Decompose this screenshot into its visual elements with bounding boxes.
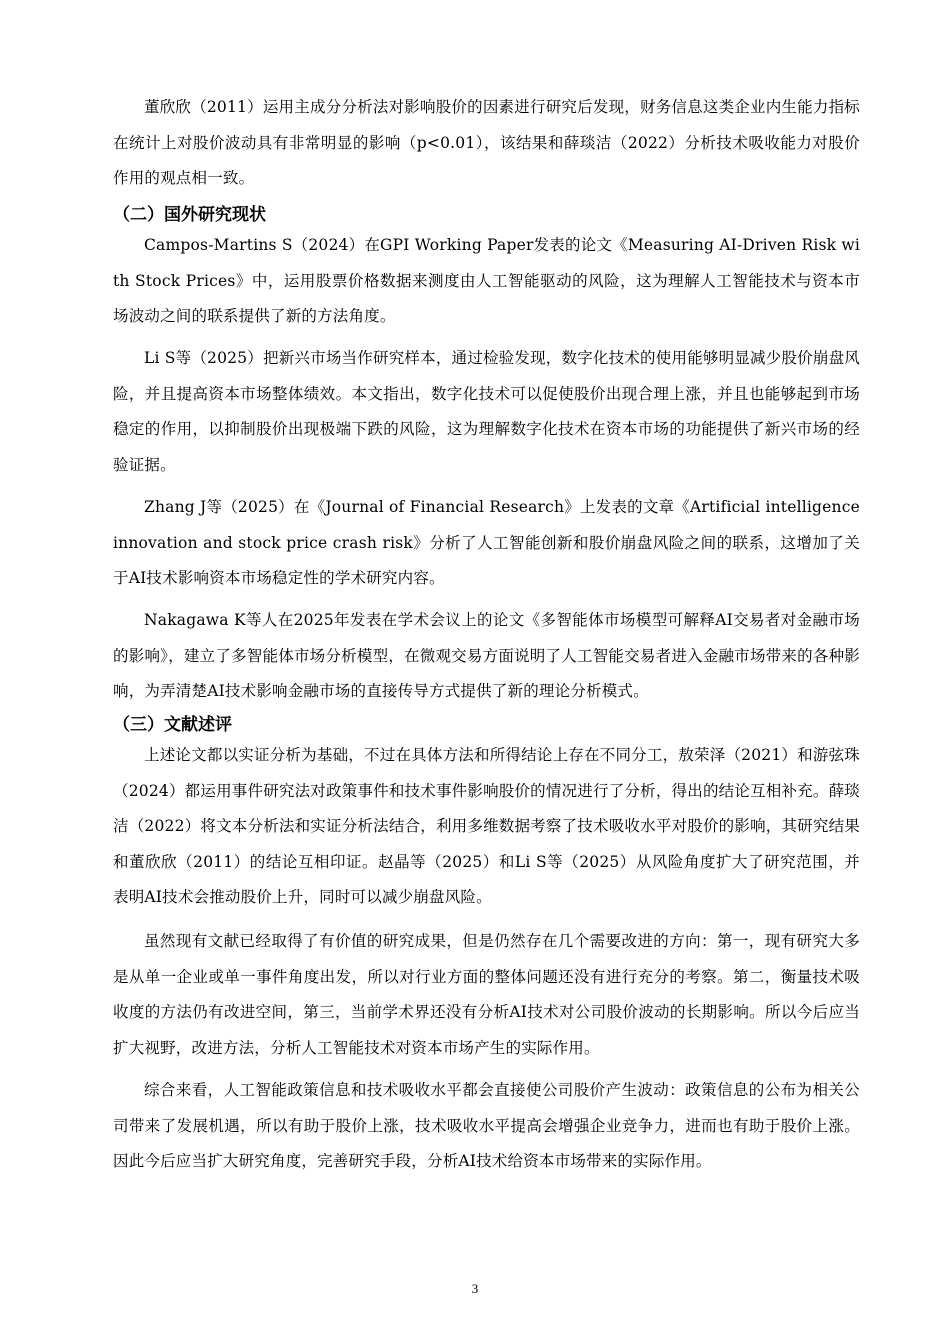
paragraph-review-summary: 上述论文都以实证分析为基础，不过在具体方法和所得结论上存在不同分工，敖荣泽（2021）和游弦珠（2024）都运用事件研究法对政策事件和技术事件影响股价的情况进行了分析，得出的结论互相补充。薛琰洁（2022）将文本分析法和实证分析法结合，利用多维数据考察了技术吸收水平对股价的影响，其研究结果和董欣欣（2011）的结论互相印证。赵晶等（2025）和Li S等（2025）从风险角度扩大了研究范围，并表明AI技术会推动股价上升，同时可以减少崩盘风险。 bbox=[113, 746, 860, 907]
paragraph-dong-xinxin: 董欣欣（2011）运用主成分分析法对影响股价的因素进行研究后发现，财务信息这类企业内生能力指标在统计上对股价波动具有非常明显的影响（p<0.01），该结果和薛琰洁（2022）分析技术吸收能力对股价作用的观点相一致。 bbox=[113, 98, 860, 188]
section-heading-literature-review: （三）文献述评 bbox=[113, 715, 232, 735]
paragraph-improvement-directions: 虽然现有文献已经取得了有价值的研究成果，但是仍然存在几个需要改进的方向：第一，现有研究大多是从单一企业或单一事件角度出发，所以对行业方面的整体问题还没有进行充分的考察。第二，衡量技术吸收度的方法仍有改进空间，第三，当前学术界还没有分析AI技术对公司股价波动的长期影响。所以今后应当扩大视野，改进方法，分析人工智能技术对资本市场产生的实际作用。 bbox=[113, 932, 860, 1057]
paragraph-li-s: Li S等（2025）把新兴市场当作研究样本，通过检验发现，数字化技术的使用能够明显减少股价崩盘风险，并且提高资本市场整体绩效。本文指出，数字化技术可以促使股价出现合理上涨，并且也能够起到市场稳定的作用，以抑制股价出现极端下跌的风险，这为理解数字化技术在资本市场的功能提供了新兴市场的经验证据。 bbox=[113, 349, 860, 474]
page-number: 3 bbox=[471, 1281, 479, 1296]
paragraph-zhang-j: Zhang J等（2025）在《Journal of Financial Research》上发表的文章《Artificial intelligence innovation and stock price crash risk》分析了人工智能创新和股价崩盘风险之间的联系，这增加了关于AI技术影响资本市场稳定性的学术研究内容。 bbox=[113, 498, 860, 588]
paragraph-campos-martins: Campos-Martins S（2024）在GPI Working Paper发表的论文《Measuring AI-Driven Risk with Stock Prices》中，运用股票价格数据来测度由人工智能驱动的风险，这为理解人工智能技术与资本市场波动之间的联系提供了新的方法角度。 bbox=[113, 236, 860, 326]
paragraph-nakagawa-k: Nakagawa K等人在2025年发表在学术会议上的论文《多智能体市场模型可解释AI交易者对金融市场的影响》，建立了多智能体市场分析模型，在微观交易方面说明了人工智能交易者进入金融市场带来的各种影响，为弄清楚AI技术影响金融市场的直接传导方式提供了新的理论分析模式。 bbox=[113, 611, 860, 701]
paragraph-conclusion: 综合来看，人工智能政策信息和技术吸收水平都会直接使公司股价产生波动：政策信息的公布为相关公司带来了发展机遇，所以有助于股价上涨，技术吸收水平提高会增强企业竞争力，进而也有助于股价上涨。因此今后应当扩大研究角度，完善研究手段，分析AI技术给资本市场带来的实际作用。 bbox=[113, 1081, 860, 1171]
section-heading-foreign-research: （二）国外研究现状 bbox=[113, 205, 266, 225]
